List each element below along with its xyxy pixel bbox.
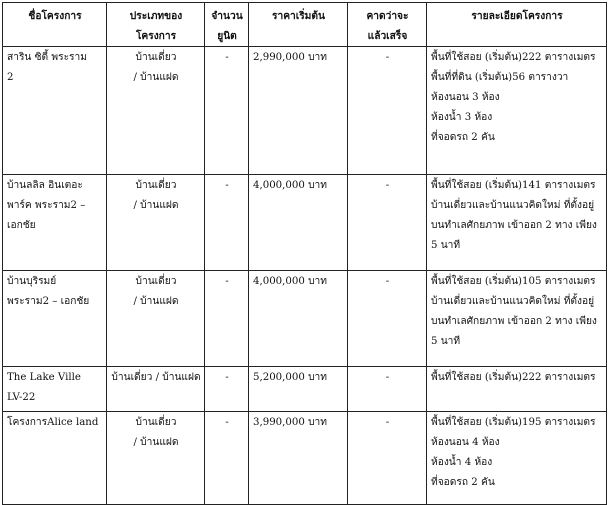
cell-units [205, 175, 249, 271]
header-label: รายละเอียดโครงการ [471, 10, 563, 22]
cell-project-type-line: บ้านเดี่ยว [135, 180, 177, 191]
cell-project-type [107, 412, 205, 505]
cell-start-price [249, 271, 348, 367]
cell-project-name-line: LV-22 [7, 392, 36, 403]
cell-project-type [107, 175, 205, 271]
cell-project-details-line: ที่จอดรถ 2 คัน [431, 132, 495, 143]
table-row [3, 412, 607, 505]
header-label: ราคาเริ่มต้น [272, 10, 325, 22]
cell-project-name-line: โครงการAlice land [7, 417, 99, 428]
cell-expected-completion [348, 47, 427, 175]
cell-project-name-line: บ้านบุริรมย์ [7, 276, 57, 287]
cell-project-details-line: ห้องนอน 4 ห้อง [431, 437, 500, 448]
header-label: จำนวน [211, 10, 243, 22]
header-expected-completion [348, 3, 427, 47]
cell-project-details [427, 367, 607, 412]
cell-project-type-line: / บ้านแฝด [133, 437, 179, 448]
cell-units [205, 271, 249, 367]
cell-project-type [107, 271, 205, 367]
cell-start-price-value: 2,990,000 บาท [253, 52, 327, 63]
cell-units [205, 412, 249, 505]
table-row [3, 367, 607, 412]
cell-project-name-line: พาร์ค พระราม2 – [7, 200, 86, 211]
cell-project-name [3, 47, 107, 175]
cell-expected-completion [348, 271, 427, 367]
cell-project-details-line: พื้นที่ที่ดิน (เริ่มต้น)56 ตารางวา [431, 72, 569, 83]
cell-project-details-line: 5 นาที [431, 240, 461, 251]
cell-expected-completion-value: - [385, 52, 390, 63]
cell-project-name-line: 2 [7, 72, 14, 83]
cell-project-type-line: บ้านเดี่ยว [135, 52, 177, 63]
cell-project-details [427, 47, 607, 175]
header-row [3, 3, 607, 47]
header-label: ประเภทของ [129, 10, 183, 22]
cell-expected-completion-value: - [385, 417, 390, 428]
cell-project-details [427, 271, 607, 367]
cell-units-value: - [225, 52, 229, 63]
cell-project-name [3, 367, 107, 412]
projects-table [2, 2, 607, 505]
cell-project-details-line: ห้องน้ำ 4 ห้อง [431, 457, 493, 468]
header-project-details [427, 3, 607, 47]
cell-project-type-line: / บ้านแฝด [133, 200, 179, 211]
cell-project-details [427, 412, 607, 505]
header-label: คาดว่าจะ [366, 10, 409, 22]
cell-project-details-line: พื้นที่ใช้สอย (เริ่มต้น)222 ตารางเมตร [431, 372, 596, 383]
cell-units [205, 367, 249, 412]
header-label: โครงการ [135, 30, 177, 42]
header-label: แล้วเสร็จ [367, 30, 408, 42]
cell-units-value: - [225, 417, 229, 428]
cell-units-value: - [225, 372, 229, 383]
cell-project-name-line: สาริน ซิตี้ พระราม [7, 52, 87, 63]
cell-project-details-line: บ้านเดี่ยวและบ้านแนวคิดใหม่ ที่ตั้งอยู่ [431, 200, 595, 211]
cell-project-type [107, 367, 205, 412]
cell-project-type-line: / บ้านแฝด [133, 296, 179, 307]
cell-project-details-line: พื้นที่ใช้สอย (เริ่มต้น)195 ตารางเมตร [431, 417, 596, 428]
cell-expected-completion [348, 175, 427, 271]
cell-project-name [3, 271, 107, 367]
cell-expected-completion [348, 367, 427, 412]
header-units [205, 3, 249, 47]
cell-start-price [249, 412, 348, 505]
cell-units-value: - [225, 180, 229, 191]
cell-project-name-line: เอกชัย [7, 220, 36, 231]
cell-project-details-line: ห้องน้ำ 3 ห้อง [431, 112, 493, 123]
cell-units-value: - [225, 276, 229, 287]
cell-project-details-line: พื้นที่ใช้สอย (เริ่มต้น)141 ตารางเมตร [431, 180, 596, 191]
cell-project-type-line: / บ้านแฝด [133, 72, 179, 83]
cell-start-price-value: 4,000,000 บาท [253, 276, 327, 287]
cell-start-price [249, 175, 348, 271]
cell-start-price-value: 3,990,000 บาท [253, 417, 327, 428]
cell-project-type [107, 47, 205, 175]
cell-expected-completion [348, 412, 427, 505]
cell-project-details-line: 5 นาที [431, 336, 461, 347]
cell-project-name-line: พระราม2 – เอกชัย [7, 296, 90, 307]
cell-project-details-line: พื้นที่ใช้สอย (เริ่มต้น)105 ตารางเมตร [431, 276, 596, 287]
cell-project-name-line: The Lake Ville [7, 372, 81, 383]
cell-project-details-line: ห้องนอน 3 ห้อง [431, 92, 500, 103]
cell-units [205, 47, 249, 175]
cell-start-price-value: 5,200,000 บาท [253, 372, 327, 383]
table-body [3, 47, 607, 505]
cell-start-price [249, 47, 348, 175]
cell-project-details-line: บนทำเลศักยภาพ เข้าออก 2 ทาง เพียง [431, 316, 597, 327]
cell-project-details-line: บ้านเดี่ยวและบ้านแนวคิดใหม่ ที่ตั้งอยู่ [431, 296, 595, 307]
cell-project-type-line: บ้านเดี่ยว [135, 417, 177, 428]
cell-start-price-value: 4,000,000 บาท [253, 180, 327, 191]
header-project-type [107, 3, 205, 47]
cell-project-details-line: ที่จอดรถ 2 คัน [431, 477, 495, 488]
table-row [3, 47, 607, 175]
header-label: ชื่อโครงการ [28, 10, 82, 22]
cell-project-name-line: บ้านลลิล อินเตอะ [7, 180, 83, 191]
table-row [3, 271, 607, 367]
cell-project-type-line: บ้านเดี่ยว [135, 276, 177, 287]
cell-project-details [427, 175, 607, 271]
cell-expected-completion-value: - [385, 372, 390, 383]
cell-expected-completion-value: - [385, 276, 390, 287]
cell-project-name [3, 412, 107, 505]
table-row [3, 175, 607, 271]
cell-project-type-line: บ้านเดี่ยว / บ้านแฝด [111, 372, 201, 383]
cell-project-name [3, 175, 107, 271]
header-project-name [3, 3, 107, 47]
cell-expected-completion-value: - [385, 180, 390, 191]
cell-project-details-line: บนทำเลศักยภาพ เข้าออก 2 ทาง เพียง [431, 220, 597, 231]
header-label: ยูนิต [217, 30, 237, 42]
cell-start-price [249, 367, 348, 412]
header-start-price [249, 3, 348, 47]
cell-project-details-line: พื้นที่ใช้สอย (เริ่มต้น)222 ตารางเมตร [431, 52, 596, 63]
